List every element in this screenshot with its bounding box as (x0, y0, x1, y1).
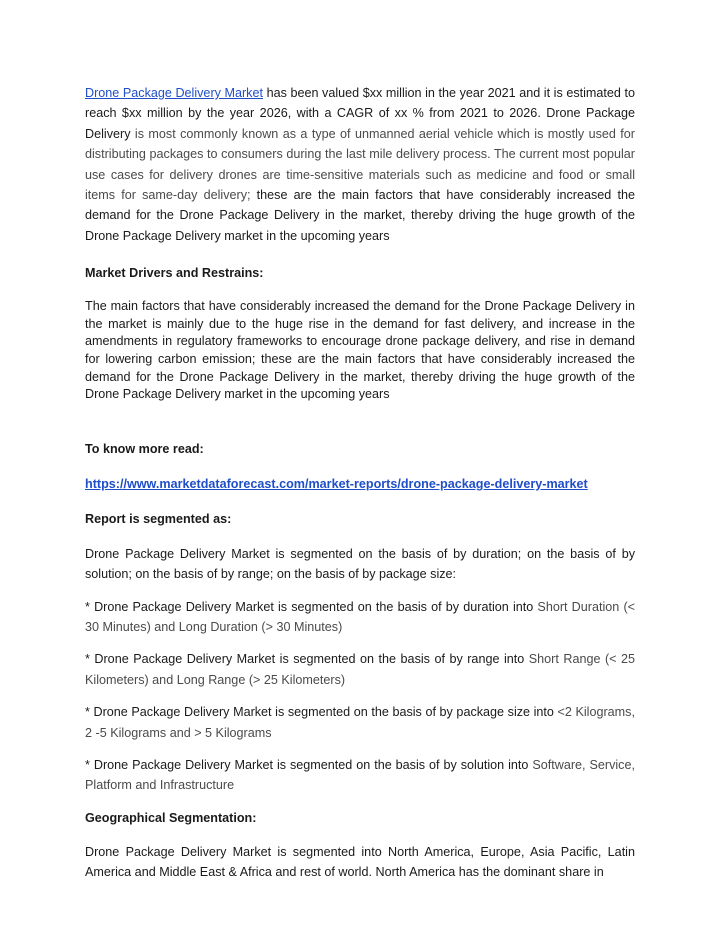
geo-heading: Geographical Segmentation: (85, 810, 257, 825)
document-page (85, 83, 635, 883)
bullet-detail: <2 Kilograms, 2 -5 Kilograms and > 5 Kilograms (85, 705, 635, 740)
segment-bullet-range (85, 649, 635, 690)
drivers-paragraph: The main factors that have considerably increased the demand for the Drone Package Delivery in the market is mainly due to the huge rise in the demand for fast delivery, and increase in the amendments in regulatory frameworks to encourage drone package delivery, and rise in demand for lowering carbon emission; these are the main factors that have considerably increased the demand for the Drone Package Delivery in the market, thereby driving the huge growth of the Drone Package Delivery market in the upcoming years (85, 299, 635, 402)
segments-intro: Drone Package Delivery Market is segmented on the basis of by duration; on the basis of by solution; on the basis of by range; on the basis of by package size: (85, 546, 635, 582)
more-heading: To know more read: (85, 441, 204, 456)
bullet-detail: Short Range (< 25 Kilometers) and Long Range (> 25 Kilometers) (85, 652, 636, 687)
bullet-lead: * Drone Package Delivery Market is segmented on the basis of by solution into (85, 758, 533, 773)
intro-paragraph (85, 83, 635, 246)
segment-bullet-package-size (85, 702, 635, 743)
intro-text-b: is most commonly known as a type of unmanned aerial vehicle which is mostly used for distributing packages to consumers during the last mile delivery process. The current most popular use cases for delivery drones are time-sensitive materials such as medicine and food or small items for same-day delivery; (85, 126, 635, 203)
bullet-detail: Software, Service, Platform and Infrastructure (85, 758, 635, 793)
intro-text-c: these are the main factors that have considerably increased the demand for the Drone Package Delivery in the market, thereby driving the huge growth of the Drone Package Delivery market in the upcoming years (85, 188, 635, 243)
market-link[interactable]: Drone Package Delivery Market (85, 86, 263, 100)
intro-text-a: has been valued $xx million in the year 2021 and it is estimated to reach $xx million by the year 2026, with a CAGR of xx % from 2021 to 2026. Drone Package Delivery (85, 86, 635, 141)
report-url-paragraph (85, 475, 635, 493)
bullet-lead: * Drone Package Delivery Market is segmented on the basis of by range into (85, 652, 529, 667)
segment-bullet-solution (85, 755, 635, 796)
segments-heading: Report is segmented as: (85, 511, 232, 526)
segment-bullet-duration (85, 597, 635, 638)
bullet-lead: * Drone Package Delivery Market is segmented on the basis of by duration into (85, 599, 538, 614)
report-url-link[interactable]: https://www.marketdataforecast.com/market-reports/drone-package-delivery-market (85, 476, 588, 491)
geo-paragraph: Drone Package Delivery Market is segmented into North America, Europe, Asia Pacific, Latin America and Middle East & Africa and rest of world. North America has the dominant share in (85, 844, 635, 880)
bullet-lead: * Drone Package Delivery Market is segmented on the basis of by package size into (85, 705, 558, 720)
bullet-detail: Short Duration (< 30 Minutes) and Long Duration (> 30 Minutes) (85, 599, 635, 635)
drivers-heading: Market Drivers and Restrains: (85, 266, 264, 281)
